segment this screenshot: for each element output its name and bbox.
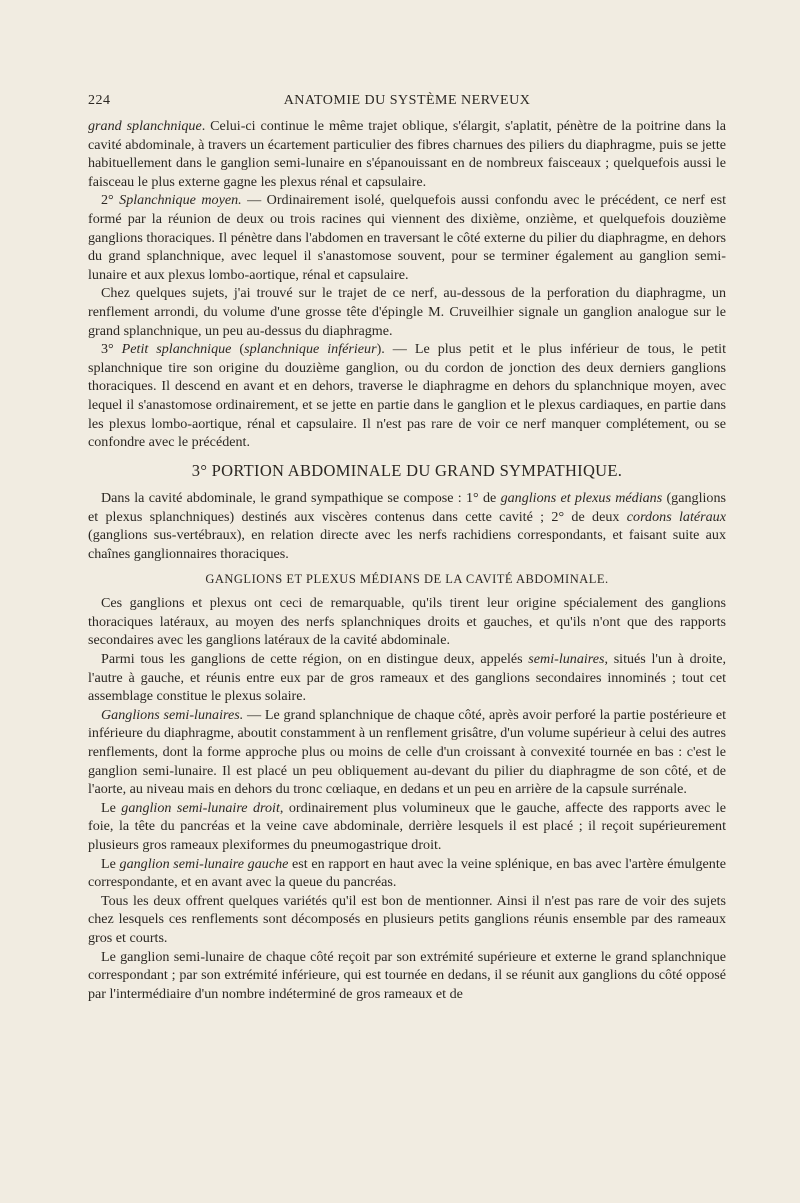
term-cordons-lateraux: cordons latéraux xyxy=(626,508,726,525)
paragraph-text: (ganglions sus-vertébraux), en relation directe avec les nerfs rachidiens correspondants, et faisant suite aux chaînes ganglionnaires thoraciques. xyxy=(88,527,726,563)
term-petit-splanchnique: Petit splanchnique xyxy=(121,341,232,358)
paragraph-text: . Celui-ci continue le même trajet oblique, s'élargit, s'aplatit, pénètre de la poitrine dans la cavité abdominale, à travers un écartement particulier des fibres charnues des piliers du diaphragme, puis se jette habituellement dans le ganglion semi-lunaire en s'épanouissant en de nombreux faisceaux ; quelquefois aussi le faisceau le plus externe gagne les plexus rénal et capsulaire. xyxy=(88,118,726,190)
paragraph-ganglion-droit xyxy=(88,799,726,855)
paragraph-text: Le xyxy=(101,799,122,816)
term-splanchnique-moyen: Splanchnique moyen. xyxy=(119,192,242,209)
paragraph-text: Le ganglion semi-lunaire de chaque côté reçoit par son extrémité supérieure et externe le grand splanchnique correspondant ; par son extrémité inférieure, qui est tournée en dedans, il se réunit aux ganglions du côté opposé par l'intermédiaire d'un nombre indéterminé de gros rameaux et de xyxy=(88,948,726,1002)
paragraph-text: Le xyxy=(101,855,120,872)
paragraph-varietes xyxy=(88,892,726,948)
paragraph-petit-splanchnique xyxy=(88,340,726,452)
paren: ( xyxy=(231,341,245,358)
paragraph-ganglions-semi-lunaires xyxy=(88,706,726,799)
paragraph-text: Parmi tous les ganglions de cette région, on en distingue deux, appelés xyxy=(101,651,529,668)
running-title: ANATOMIE DU SYSTÈME NERVEUX xyxy=(283,93,531,108)
paragraph-text: , ordinairement plus volumineux que le gauche, affecte des rapports avec le foie, la tête du pancréas et la veine cave abdominale, derrière lesquels il est placé ; il reçoit supérieurement plusieurs gros rameaux plexiformes du pneumogastrique droit. xyxy=(88,799,726,853)
paragraph-observation xyxy=(88,284,726,340)
page-body xyxy=(88,117,726,1003)
term-ganglion-droit: ganglion semi-lunaire droit xyxy=(121,799,280,816)
page-number: 224 xyxy=(88,93,111,108)
term-semi-lunaires: semi-lunaires xyxy=(528,651,605,668)
page-header xyxy=(88,93,726,113)
paragraph-composition xyxy=(88,489,726,563)
paragraph-text: — Ordinairement isolé, quelquefois aussi confondu avec le précédent, ce nerf est formé par la réunion de deux ou trois racines qui viennent des dixième, onzième, et quelquefois douzième ganglions thoraciques. Il pénètre dans l'abdomen en traversant le côté externe du pilier du diaphragme, en dehors du grand splanchnique, avec lequel il s'anastomose souvent, pour se terminer également au ganglion semi-lunaire et aux plexus lombo-aortique, rénal et capsulaire. xyxy=(88,192,726,283)
paragraph-text: Tous les deux offrent quelques variétés qu'il est bon de mentionner. Ainsi il n'est pas rare de voir des sujets chez lesquels ces renflements sont décomposés en plusieurs petits ganglions réunis ensemble par des rameaux gros et courts. xyxy=(88,892,726,946)
item-number: 2° xyxy=(101,192,120,209)
paragraph-text: Chez quelques sujets, j'ai trouvé sur le trajet de ce nerf, au-dessous de la perforation du diaphragme, un renflement arrondi, du volume d'une grosse tête d'épingle M. Cruveilhier signale un ganglion analogue sur le grand splanchnique, un peu au-dessus du diaphragme. xyxy=(88,285,726,339)
paragraph-semi-lunaires-intro xyxy=(88,650,726,706)
section-title: 3° PORTION ABDOMINALE DU GRAND SYMPATHIQUE. xyxy=(191,460,623,480)
term-ganglions-plexus-medians: ganglions et plexus médians xyxy=(500,490,663,507)
term-grand-splanchnique: grand splanchnique xyxy=(88,118,202,134)
paragraph-connexions xyxy=(88,948,726,1004)
term-ganglion-gauche: ganglion semi-lunaire gauche xyxy=(119,855,289,872)
paragraph-text: Dans la cavité abdominale, le grand sympathique se compose : 1° de xyxy=(101,490,501,507)
paragraph-splanchnique-moyen xyxy=(88,191,726,284)
paragraph-ganglions-plexus xyxy=(88,594,726,650)
paragraph-text: , situés l'un à droite, l'autre à gauche, et réunis entre eux par de gros rameaux et des ganglions secondaires innominés ; tout cet assemblage constitue le plexus solaire. xyxy=(88,651,726,705)
paragraph-grand-splanchnique xyxy=(88,117,726,191)
subsection-title: GANGLIONS ET PLEXUS MÉDIANS DE LA CAVITÉ ABDOMINALE. xyxy=(205,571,609,586)
paragraph-text: — Le grand splanchnique de chaque côté, après avoir perforé la partie postérieure et inférieure du diaphragme, aboutit constamment à un renflement grisâtre, d'un volume supérieur à celui des autres renflements, dont la forme approche plus ou moins de celle d'un croissant à convexité tournée en bas : c'est le ganglion semi-lunaire. Il est placé un peu obliquement au-devant du pilier du diaphragme de son côté, et de l'aorte, au niveau mais en dehors du tronc cœliaque, en dedans et un peu en arrière de la capsule surrénale. xyxy=(88,706,726,798)
paragraph-text: (ganglions et plexus splanchniques) destinés aux viscères contenus dans cette cavité ; 2° de deux xyxy=(88,490,726,525)
item-number: 3° xyxy=(101,341,122,358)
term-ganglions-semi-lunaires: Ganglions semi-lunaires. xyxy=(101,706,244,723)
term-splanchnique-inferieur: splanchnique inférieur xyxy=(244,341,377,358)
paragraph-text: ). — Le plus petit et le plus inférieur de tous, le petit splanchnique tire son origine du douzième ganglion, ou du cordon de jonction des deux derniers ganglions thoraciques. Il descend en avant et en dehors, traverse le diaphragme en dehors du splanchnique moyen, avec lequel il s'anastomose ordinairement, et se jette en partie dans le ganglion et le plexus cardiaques, en partie dans les plexus lombo-aortique, rénal et capsulaire. Il n'est pas rare de voir ce nerf manquer complétement, ou se confondre avec le précédent. xyxy=(88,341,727,451)
paragraph-ganglion-gauche xyxy=(88,855,726,892)
paragraph-text: est en rapport en haut avec la veine splénique, en bas avec l'artère émulgente correspondante, et en avant avec la queue du pancréas. xyxy=(88,855,727,891)
paragraph-text: Ces ganglions et plexus ont ceci de remarquable, qu'ils tirent leur origine spécialement des ganglions thoraciques latéraux, au moyen des nerfs splanchniques droits et gauches, et qu'ils n'ont que des rapports secondaires avec les ganglions latéraux de la cavité abdominale. xyxy=(88,595,726,649)
